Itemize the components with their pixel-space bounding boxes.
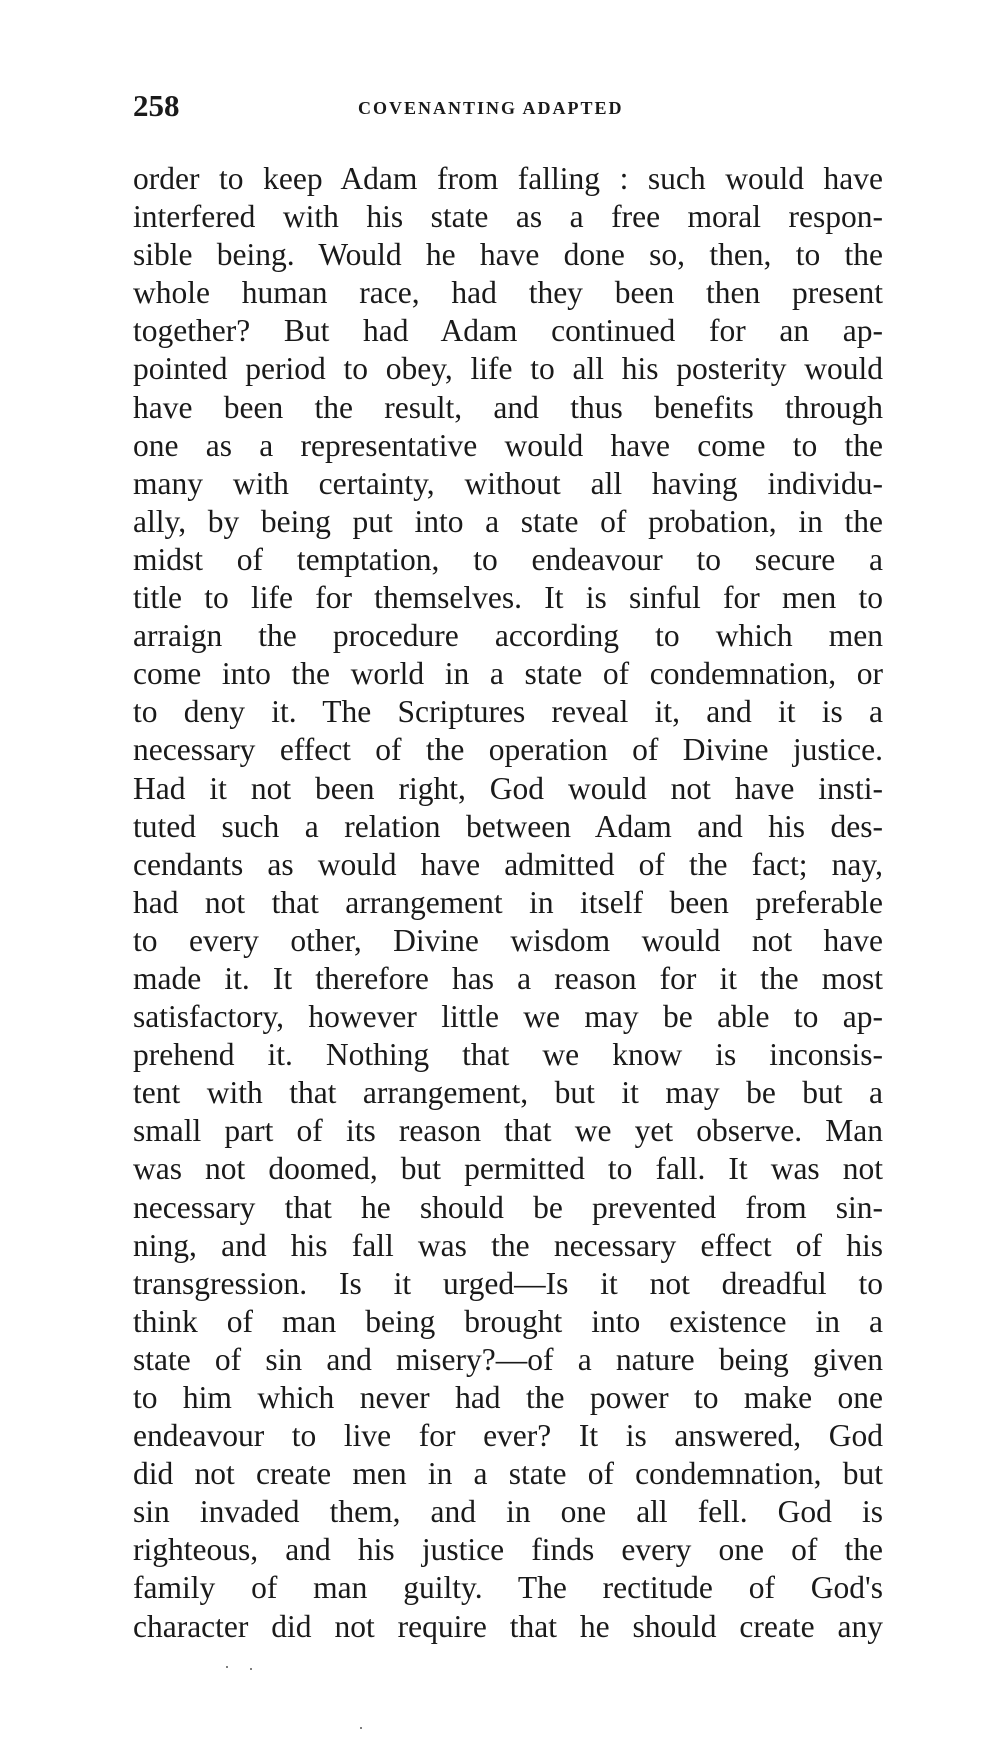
body-text xyxy=(133,160,883,1646)
text-line: to deny it. The Scriptures reveal it, and it is a xyxy=(133,694,883,730)
text-line: was not doomed, but permitted to fall. It was not xyxy=(133,1151,883,1187)
text-line: title to life for themselves. It is sinful for men to xyxy=(133,580,883,616)
text-line: necessary effect of the operation of Divine justice. xyxy=(133,732,883,768)
text-line: character did not require that he should create any xyxy=(133,1608,883,1644)
text-line: small part of its reason that we yet observe. Man xyxy=(133,1113,883,1149)
text-line: made it. It therefore has a reason for it the most xyxy=(133,960,883,996)
text-line: one as a representative would have come to the xyxy=(133,427,883,463)
text-line: sible being. Would he have done so, then, to the xyxy=(133,237,883,273)
text-line: tuted such a relation between Adam and his des- xyxy=(133,808,883,844)
text-line: necessary that he should be prevented from sin- xyxy=(133,1189,883,1225)
text-line: come into the world in a state of condemnation, or xyxy=(133,656,883,692)
text-line: order to keep Adam from falling : such would have xyxy=(133,161,883,196)
text-line: midst of temptation, to endeavour to secure a xyxy=(133,541,883,577)
text-line: state of sin and misery?—of a nature being given xyxy=(133,1341,883,1377)
text-line: many with certainty, without all having individu- xyxy=(133,465,883,501)
text-line: arraign the procedure according to which men xyxy=(133,618,883,654)
text-line: interfered with his state as a free moral respon- xyxy=(133,199,883,235)
text-line: ning, and his fall was the necessary effect of his xyxy=(133,1227,883,1263)
text-line: endeavour to live for ever? It is answered, God xyxy=(133,1418,883,1454)
text-line: sin invaded them, and in one all fell. God is xyxy=(133,1494,883,1530)
text-line: ally, by being put into a state of probation, in the xyxy=(133,503,883,539)
text-line: think of man being brought into existence in a xyxy=(133,1303,883,1339)
running-header xyxy=(0,88,1000,128)
text-line: had not that arrangement in itself been preferable xyxy=(133,884,883,920)
text-line: to him which never had the power to make one xyxy=(133,1380,883,1415)
text-line: satisfactory, however little we may be able to ap- xyxy=(133,999,883,1035)
text-line: have been the result, and thus benefits through xyxy=(133,389,883,425)
text-line: righteous, and his justice finds every one of the xyxy=(133,1532,883,1568)
text-line: tent with that arrangement, but it may be but a xyxy=(133,1075,883,1111)
text-line: to every other, Divine wisdom would not have xyxy=(133,922,883,958)
text-line: transgression. Is it urged—Is it not dreadful to xyxy=(133,1265,883,1301)
print-speck xyxy=(250,1668,252,1670)
text-line: pointed period to obey, life to all his posterity would xyxy=(133,351,883,387)
page-number: 258 xyxy=(133,88,180,123)
print-speck xyxy=(360,1727,362,1729)
text-line: did not create men in a state of condemnation, but xyxy=(133,1456,883,1492)
text-line: cendants as would have admitted of the fact; nay, xyxy=(133,846,883,882)
text-line: prehend it. Nothing that we know is inconsis- xyxy=(133,1037,883,1073)
text-line: Had it not been right, God would not have insti- xyxy=(133,770,883,806)
text-line: whole human race, had they been then present xyxy=(133,275,883,311)
text-line: family of man guilty. The rectitude of God's xyxy=(133,1570,883,1606)
text-line: together? But had Adam continued for an ap- xyxy=(133,313,883,349)
print-speck xyxy=(226,1666,228,1668)
running-title: COVENANTING ADAPTED xyxy=(358,98,624,118)
